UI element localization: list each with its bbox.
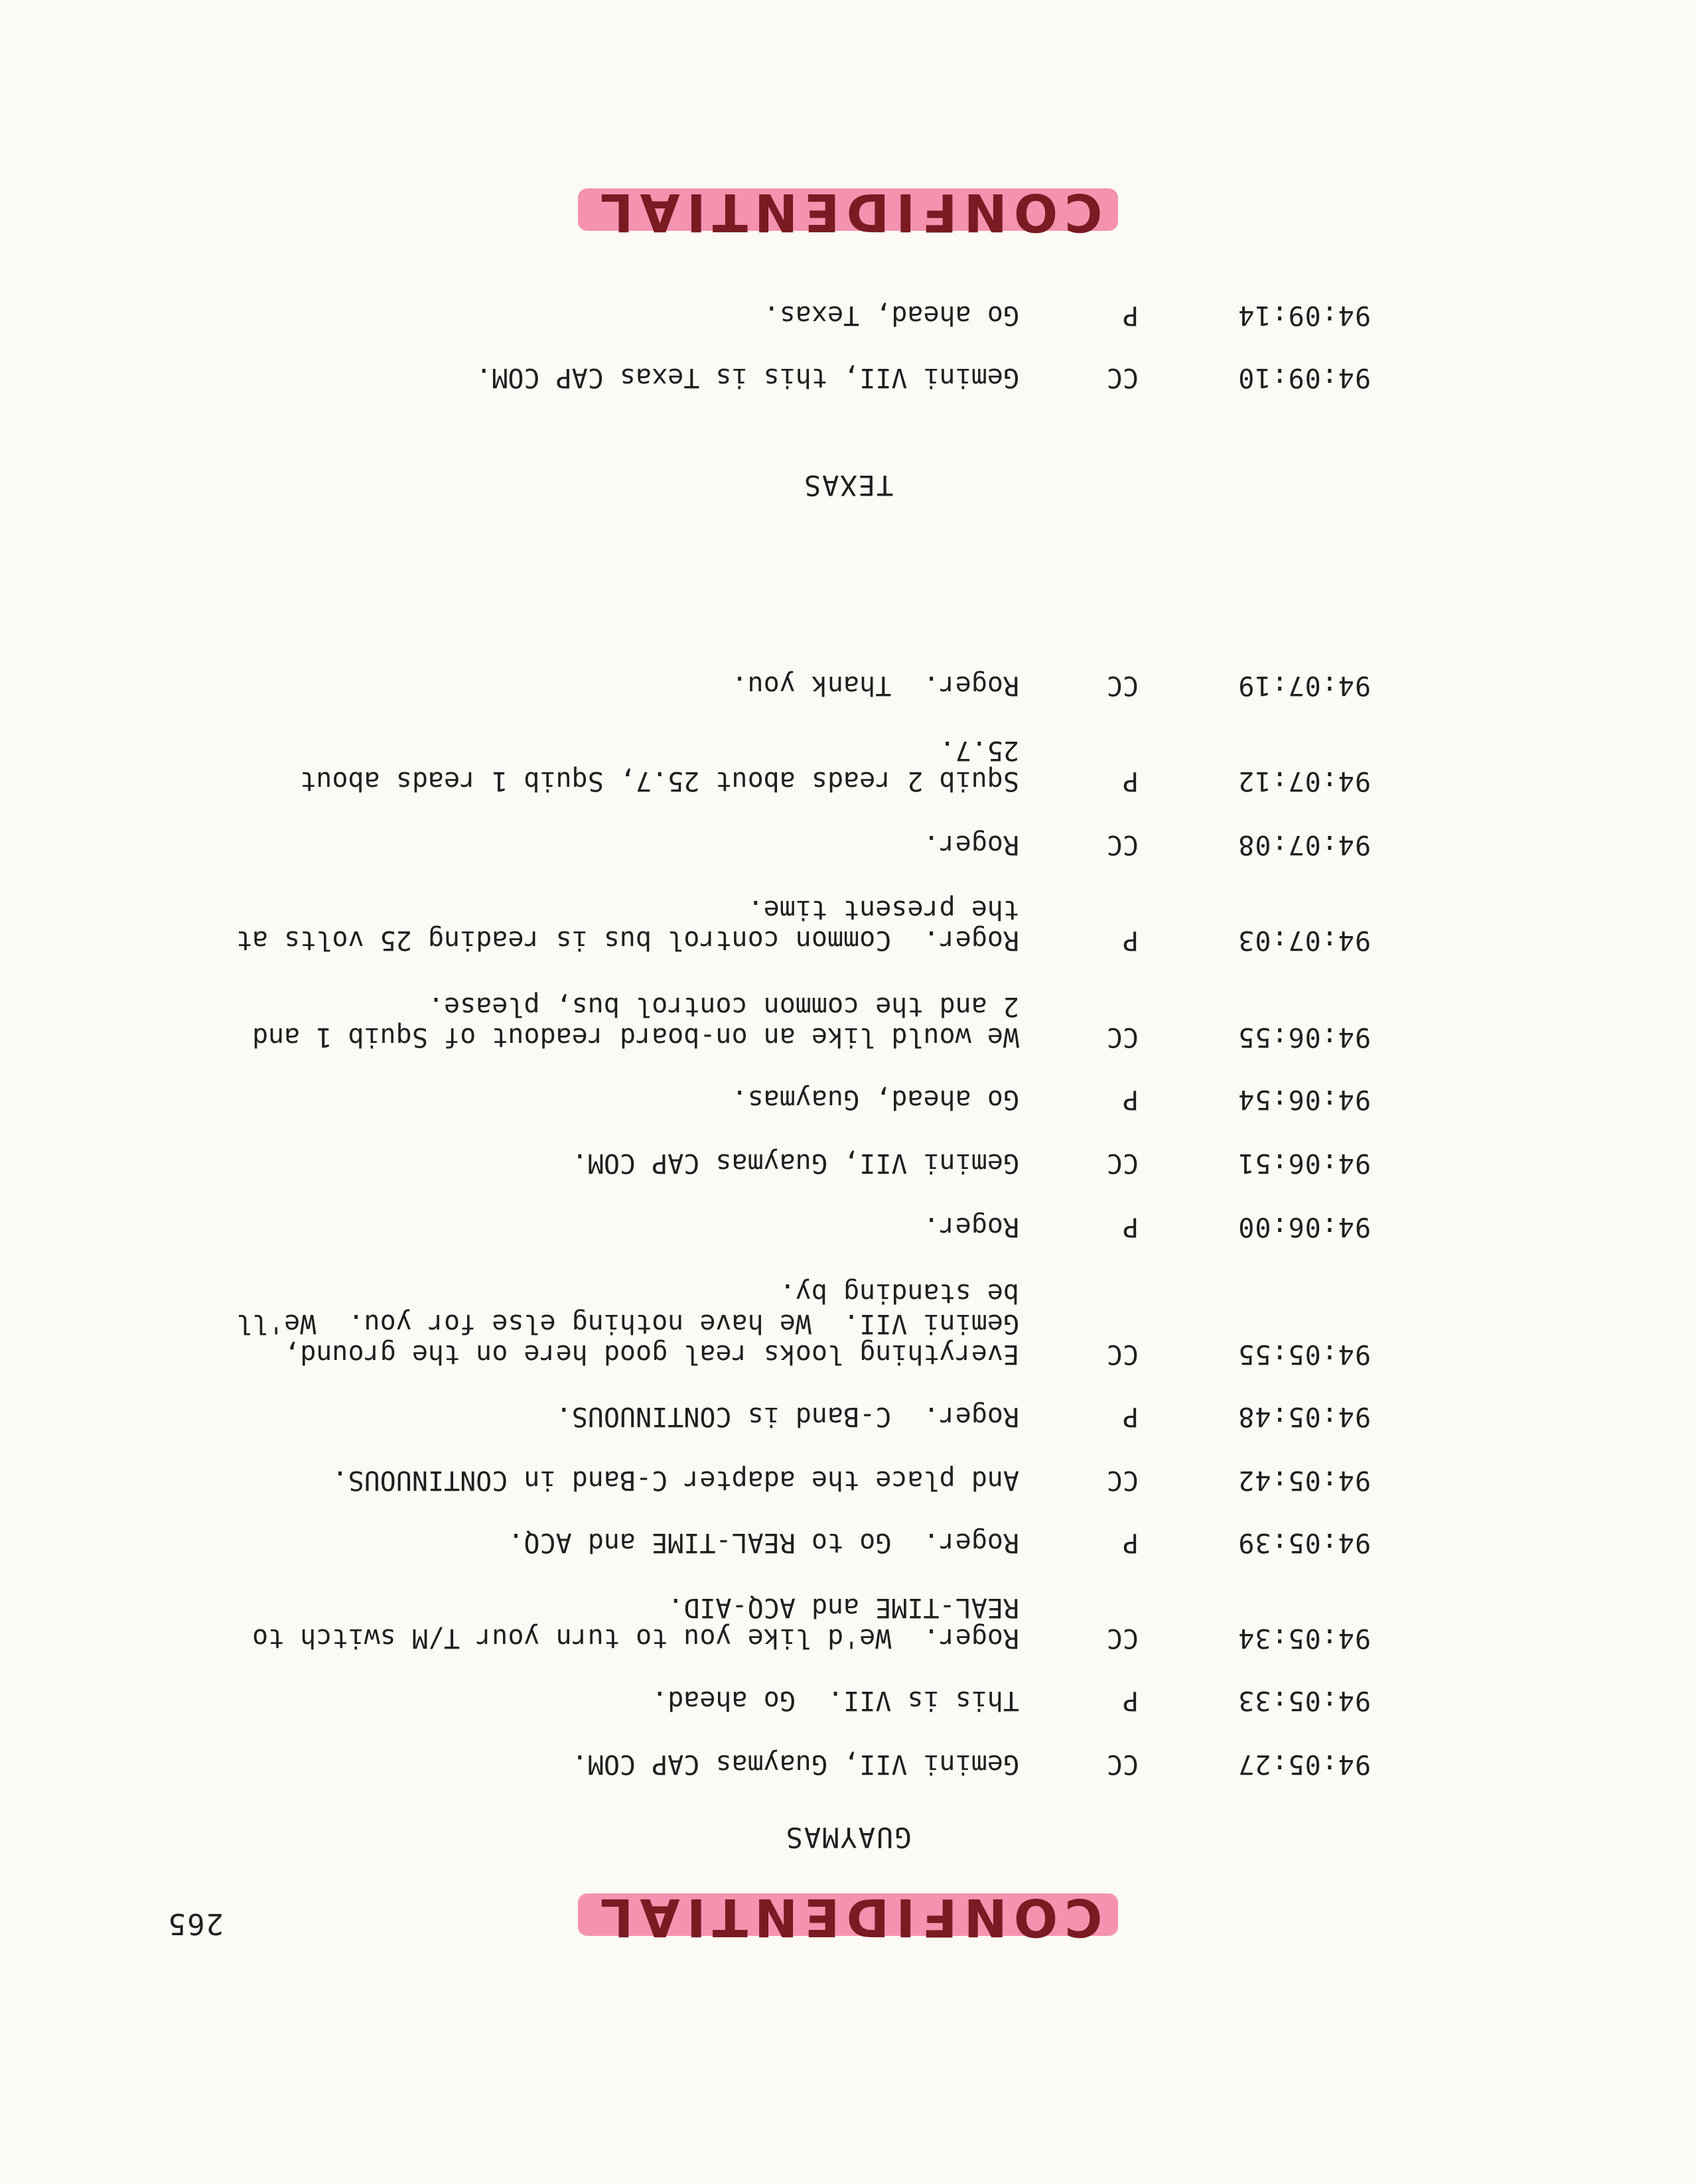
entry-speaker: CC — [1106, 1623, 1139, 1653]
entry-speaker: P — [1122, 1084, 1139, 1115]
entry-time: 94:05:42 — [1237, 1465, 1371, 1495]
entry-time: 94:05:34 — [1237, 1623, 1371, 1653]
entry-speaker: CC — [1106, 1022, 1139, 1052]
entry-text: Everything looks real good here on the ground, Gemini VII. We have nothing else for you. We'll be standing by. — [236, 1278, 1019, 1369]
entry-text: Go ahead, Texas. — [763, 300, 1019, 330]
entry-time: 94:06:54 — [1237, 1084, 1371, 1115]
entry-time: 94:07:19 — [1237, 670, 1371, 701]
entry-time: 94:06:55 — [1237, 1022, 1371, 1052]
entry-text: Squib 2 reads about 25.7, Squib 1 reads about 25.7. — [300, 735, 1019, 796]
entry-speaker: P — [1122, 300, 1139, 330]
entry-text: Roger. — [923, 829, 1019, 860]
entry-text: Roger. C-Band is CONTINUOUS. — [555, 1401, 1019, 1432]
entry-text: Roger. Go to REAL-TIME and ACQ. — [508, 1527, 1019, 1558]
entry-text: Roger. We'd like you to turn your T/M switch to REAL-TIME and ACQ-AID. — [252, 1592, 1019, 1653]
entry-time: 94:06:51 — [1237, 1148, 1371, 1178]
entry-speaker: P — [1122, 1211, 1139, 1242]
entry-time: 94:05:27 — [1237, 1749, 1371, 1779]
confidential-stamp-bottom — [0, 182, 1696, 241]
section-heading-texas: TEXAS — [802, 469, 894, 502]
entry-text: And place the adapter C-Band in CONTINUOUS. — [332, 1465, 1019, 1495]
page-number: 265 — [167, 1907, 224, 1941]
entry-speaker: P — [1122, 1401, 1139, 1432]
entry-text: This is VII. Go ahead. — [652, 1685, 1019, 1716]
entry-speaker: CC — [1106, 829, 1139, 860]
entry-speaker: P — [1122, 925, 1139, 955]
entry-time: 94:07:08 — [1237, 829, 1371, 860]
section-heading-guaymas: GUAYMAS — [784, 1821, 912, 1854]
entry-text: Roger. Thank you. — [731, 670, 1019, 701]
entry-text: Roger. Common control bus is reading 25 volts at the present time. — [236, 894, 1019, 955]
entry-time: 94:05:48 — [1237, 1401, 1371, 1432]
confidential-stamp-text: CONFIDENTIAL — [578, 1887, 1119, 1946]
entry-text: Roger. — [923, 1211, 1019, 1242]
entry-speaker: CC — [1106, 1465, 1139, 1495]
entry-time: 94:06:00 — [1237, 1211, 1371, 1242]
entry-text: Gemini VII, Guaymas CAP COM. — [571, 1749, 1019, 1779]
entry-speaker: CC — [1106, 1749, 1139, 1779]
entry-text: Go ahead, Guaymas. — [731, 1084, 1019, 1115]
entry-speaker: CC — [1106, 1339, 1139, 1369]
entry-time: 94:09:10 — [1237, 362, 1371, 393]
entry-time: 94:05:55 — [1237, 1339, 1371, 1369]
entry-speaker: CC — [1106, 670, 1139, 701]
entry-speaker: P — [1122, 766, 1139, 796]
entry-time: 94:05:33 — [1237, 1685, 1371, 1716]
entry-speaker: P — [1122, 1527, 1139, 1558]
entry-time: 94:05:39 — [1237, 1527, 1371, 1558]
entry-text: Gemini VII, this is Texas CAP COM. — [476, 362, 1019, 393]
entry-text: We would like an on-board readout of Squib 1 and 2 and the common control bus, please. — [252, 991, 1019, 1052]
entry-speaker: P — [1122, 1685, 1139, 1716]
entry-time: 94:07:12 — [1237, 766, 1371, 796]
entry-time: 94:07:03 — [1237, 925, 1371, 955]
confidential-stamp-text: CONFIDENTIAL — [578, 182, 1119, 241]
entry-text: Gemini VII, Guaymas CAP COM. — [571, 1148, 1019, 1178]
entry-speaker: CC — [1106, 1148, 1139, 1178]
entry-speaker: CC — [1106, 362, 1139, 393]
entry-time: 94:09:14 — [1237, 300, 1371, 330]
confidential-stamp-top — [0, 1887, 1696, 1946]
